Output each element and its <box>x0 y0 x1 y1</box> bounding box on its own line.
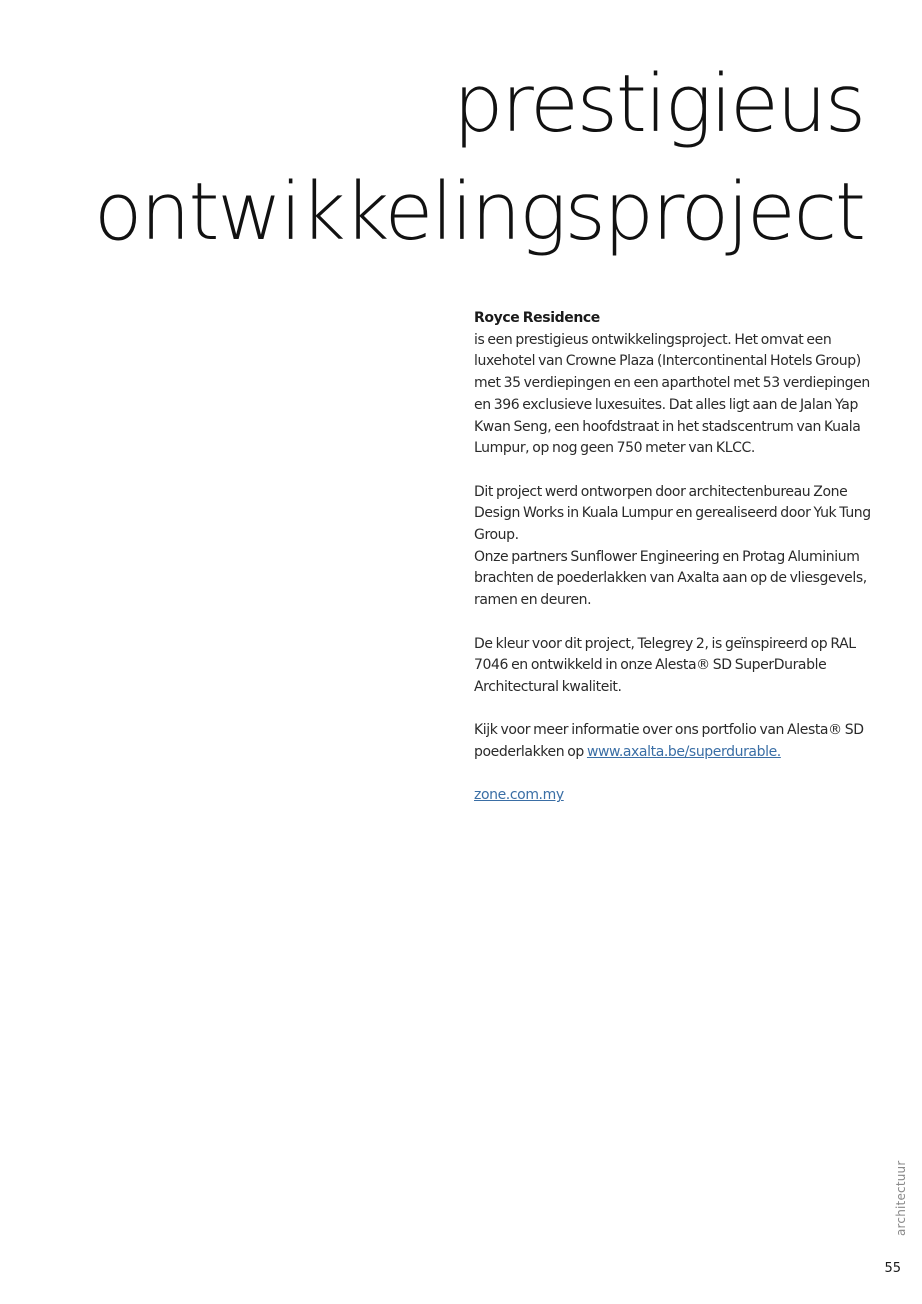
section-label: architectuur <box>894 1160 908 1236</box>
paragraph-spacer <box>474 460 874 482</box>
article-paragraph-4 <box>474 720 874 763</box>
axalta-superdurable-link[interactable]: www.axalta.be/superdurable. <box>586 744 781 761</box>
headline-line-1: prestigieus <box>453 58 864 150</box>
paragraph-spacer <box>474 612 874 634</box>
paragraph-spacer <box>474 699 874 721</box>
zone-website-link[interactable]: zone.com.my <box>474 787 564 804</box>
article-paragraph-1: is een prestigieus ontwikkelingsproject. Het omvat een luxehotel van Crowne Plaza (Intercontinental Hotels Group) met 35 verdiepingen en een aparthotel met 53 verdiepingen en 396 exclusieve luxesuites. Dat alles ligt aan de Jalan Yap Kwan Seng, een hoofdstraat in het stadscentrum van Kuala Lumpur, op nog geen 750 meter van KLCC. <box>474 331 870 457</box>
headline <box>94 50 864 266</box>
paragraph-spacer <box>474 764 874 786</box>
article-paragraph-3: De kleur voor dit project, Telegrey 2, is geïnspireerd op RAL 7046 en ontwikkeld in onze Alesta® SD SuperDurable Architectural kwaliteit. <box>474 635 856 695</box>
article-paragraph-5 <box>474 785 874 807</box>
article-paragraph-2a: Dit project werd ontworpen door architectenbureau Zone Design Works in Kuala Lumpur en gerealiseerd door Yuk Tung Group. <box>474 483 871 544</box>
article-paragraph-4-text: Kijk voor meer informatie over ons portfolio van Alesta® SD poederlakken op <box>474 722 864 761</box>
article-title: Royce Residence <box>474 310 600 326</box>
page-number: 55 <box>884 1261 901 1276</box>
article-paragraph-2b: Onze partners Sunflower Engineering en Protag Aluminium brachten de poederlakken van Axalta aan op de vliesgevels, ramen en deuren. <box>474 548 867 609</box>
article-body <box>474 308 874 807</box>
headline-line-2: ontwikkelingsproject <box>94 166 864 258</box>
